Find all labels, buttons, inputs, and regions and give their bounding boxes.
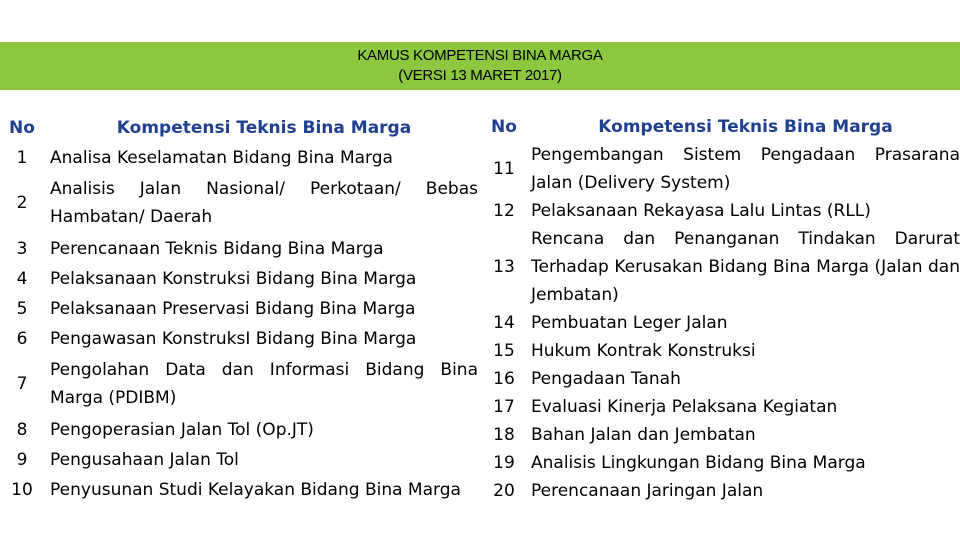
table-row [0, 445, 478, 475]
table-header [0, 113, 478, 143]
row-competency: Analisis Lingkungan Bidang Bina Marga [531, 453, 866, 473]
row-number: 15 [493, 341, 515, 361]
row-number: 11 [493, 159, 515, 179]
banner-title: KAMUS KOMPETENSI BINA MARGA [357, 47, 603, 64]
row-competency: Evaluasi Kinerja Pelaksana Kegiatan [531, 397, 838, 417]
table-row [483, 197, 960, 225]
row-number: 12 [493, 201, 515, 221]
row-competency: Perencanaan Jaringan Jalan [531, 481, 764, 501]
row-competency: Rencana dan Penanganan Tindakan Darurat Terhadap Kerusakan Bidang Bina Marga (Jalan dan Jembatan) [531, 229, 960, 305]
row-number: 13 [493, 257, 515, 277]
table-header [483, 113, 960, 141]
row-competency: Hukum Kontrak Konstruksi [531, 341, 756, 361]
row-number: 5 [16, 298, 28, 319]
table-row [483, 337, 960, 365]
table-row [483, 449, 960, 477]
table-row [0, 324, 478, 354]
row-number: 17 [493, 397, 515, 417]
column-header-no: No [491, 117, 517, 137]
column-header-no: No [9, 118, 35, 139]
competency-table-right [483, 113, 960, 505]
row-competency: Bahan Jalan dan Jembatan [531, 425, 756, 445]
row-number: 14 [493, 313, 515, 333]
row-competency: Penyusunan Studi Kelayakan Bidang Bina Marga [50, 479, 461, 500]
row-number: 20 [493, 481, 515, 501]
row-number: 1 [16, 148, 28, 169]
row-competency: Pengusahaan Jalan Tol [50, 449, 239, 470]
row-competency: Analisis Jalan Nasional/ Perkotaan/ Bebas Hambatan/ Daerah [50, 179, 478, 228]
column-header-title: Kompetensi Teknis Bina Marga [116, 118, 412, 139]
table-row [0, 294, 478, 324]
banner-subtitle: (VERSI 13 MARET 2017) [398, 67, 562, 84]
table-row [0, 143, 478, 173]
row-number: 6 [16, 329, 28, 350]
row-competency: Pembuatan Leger Jalan [531, 313, 728, 333]
row-number: 4 [16, 268, 28, 289]
row-number: 10 [11, 479, 33, 500]
competency-table-left [0, 113, 478, 505]
row-competency: Pengolahan Data dan Informasi Bidang Bina Marga (PDIBM) [50, 360, 478, 409]
table-row [0, 414, 478, 444]
table-row [483, 477, 960, 505]
title-banner [0, 42, 960, 90]
row-competency: Pelaksanaan Preservasi Bidang Bina Marga [50, 298, 416, 319]
row-number: 3 [16, 238, 28, 259]
row-number: 18 [493, 425, 515, 445]
table-row [0, 173, 478, 233]
row-number: 8 [16, 419, 28, 440]
table-row [483, 141, 960, 197]
row-number: 16 [493, 369, 515, 389]
row-competency: Perencanaan Teknis Bidang Bina Marga [50, 238, 384, 259]
row-number: 2 [16, 193, 28, 214]
table-row [0, 234, 478, 264]
table-row [483, 309, 960, 337]
table-row [483, 225, 960, 309]
row-competency: Pengadaan Tanah [531, 369, 681, 389]
table-row [483, 393, 960, 421]
table-row [483, 365, 960, 393]
row-competency: Analisa Keselamatan Bidang Bina Marga [50, 148, 393, 169]
row-competency: Pelaksanaan Konstruksi Bidang Bina Marga [50, 268, 417, 289]
row-competency: Pengoperasian Jalan Tol (Op.JT) [50, 419, 314, 440]
row-competency: Pengawasan KonstruksI Bidang Bina Marga [50, 329, 417, 350]
row-number: 9 [16, 449, 28, 470]
table-row [0, 475, 478, 505]
table-row [0, 354, 478, 414]
column-header-title: Kompetensi Teknis Bina Marga [598, 117, 893, 137]
row-competency: Pelaksanaan Rekayasa Lalu Lintas (RLL) [531, 201, 871, 221]
row-number: 7 [16, 374, 28, 395]
table-row [483, 421, 960, 449]
table-row [0, 264, 478, 294]
row-number: 19 [493, 453, 515, 473]
row-competency: Pengembangan Sistem Pengadaan Prasarana Jalan (Delivery System) [531, 145, 960, 193]
